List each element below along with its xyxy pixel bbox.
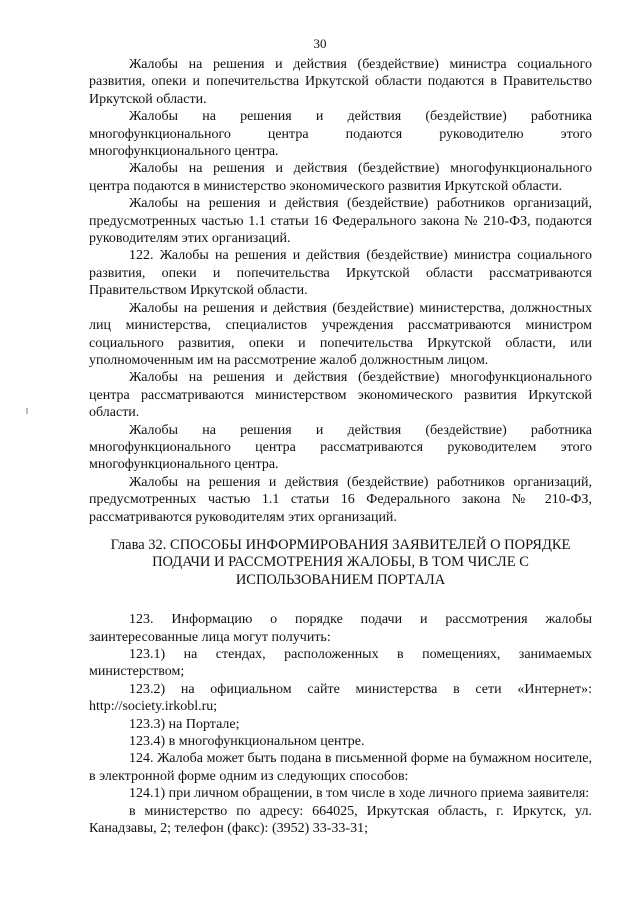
- paragraph: Жалобы на решения и действия (бездействие) работников организаций, предусмотренных частью 1.1 статьи 16 Федерального закона № 210-ФЗ, рассматриваются руководителям этих организаций.: [89, 474, 592, 525]
- paragraph-item-122: 122. Жалобы на решения и действия (бездействие) министра социального развития, опеки и попечительства Иркутской области рассматриваются Правительством Иркутской области.: [89, 248, 592, 299]
- chapter-heading: [89, 537, 592, 589]
- paragraph-item-123-1: 123.1) на стендах, расположенных в помещениях, занимаемых министерством;: [89, 647, 592, 680]
- paragraph: Жалобы на решения и действия (бездействие) министра социального развития, опеки и попечительства Иркутской области подаются в Правительство Иркутской области.: [89, 57, 592, 107]
- chapter-heading-line: ИСПОЛЬЗОВАНИЕМ ПОРТАЛА: [235, 571, 446, 588]
- page-number: 30: [313, 36, 327, 51]
- chapter-heading-line: Глава 32. СПОСОБЫ ИНФОРМИРОВАНИЯ ЗАЯВИТЕЛЕЙ О ПОРЯДКЕ: [110, 536, 571, 553]
- chapter-heading-line: ПОДАЧИ И РАССМОТРЕНИЯ ЖАЛОБЫ, В ТОМ ЧИСЛЕ С: [152, 554, 529, 571]
- paragraph-item-123-3: 123.3) на Портале;: [129, 716, 240, 732]
- paragraph: Жалобы на решения и действия (бездействие) работников организаций, предусмотренных частью 1.1 статьи 16 Федерального закона № 210-ФЗ, подаются руководителям этих организаций.: [89, 196, 592, 247]
- document-body: [89, 56, 592, 837]
- paragraph: Жалобы на решения и действия (бездействие) работника многофункционального центра подаются руководителю этого многофункционального центра.: [89, 109, 592, 160]
- paragraph-item-123-2: 123.2) на официальном сайте министерства в сети «Интернет»: http://society.irkobl.ru;: [89, 681, 592, 715]
- margin-mark: [26, 408, 28, 414]
- paragraph-item-123-4: 123.4) в многофункциональном центре.: [129, 734, 365, 750]
- paragraph-item-124: 124. Жалоба может быть подана в письменной форме на бумажном носителе, в электронной форме одним из следующих способов:: [89, 751, 592, 784]
- paragraph-item-123: 123. Информацию о порядке подачи и рассмотрения жалобы заинтересованные лица могут получить:: [89, 612, 592, 645]
- paragraph: Жалобы на решения и действия (бездействие) многофункционального центра рассматриваются министерством экономического развития Иркутской области.: [89, 370, 592, 421]
- paragraph: Жалобы на решения и действия (бездействие) министерства, должностных лиц министерства, специалистов учреждения рассматриваются министром социального развития, опеки и попечительства Иркутской области, или уполномоченным им на рассмотрение жалоб должностным лицом.: [89, 300, 592, 368]
- paragraph: Жалобы на решения и действия (бездействие) многофункционального центра подаются в министерство экономического развития Иркутской области.: [89, 161, 592, 194]
- paragraph: Жалобы на решения и действия (бездействие) работника многофункционального центра рассматриваются руководителем этого многофункционального центра.: [89, 422, 592, 473]
- paragraph-item-124-1: 124.1) при личном обращении, в том числе в ходе личного приема заявителя:: [129, 786, 590, 802]
- paragraph-address: в министерство по адресу: 664025, Иркутская область, г. Иркутск, ул. Канадзавы, 2; телефон (факс): (3952) 33-33-31;: [89, 803, 592, 837]
